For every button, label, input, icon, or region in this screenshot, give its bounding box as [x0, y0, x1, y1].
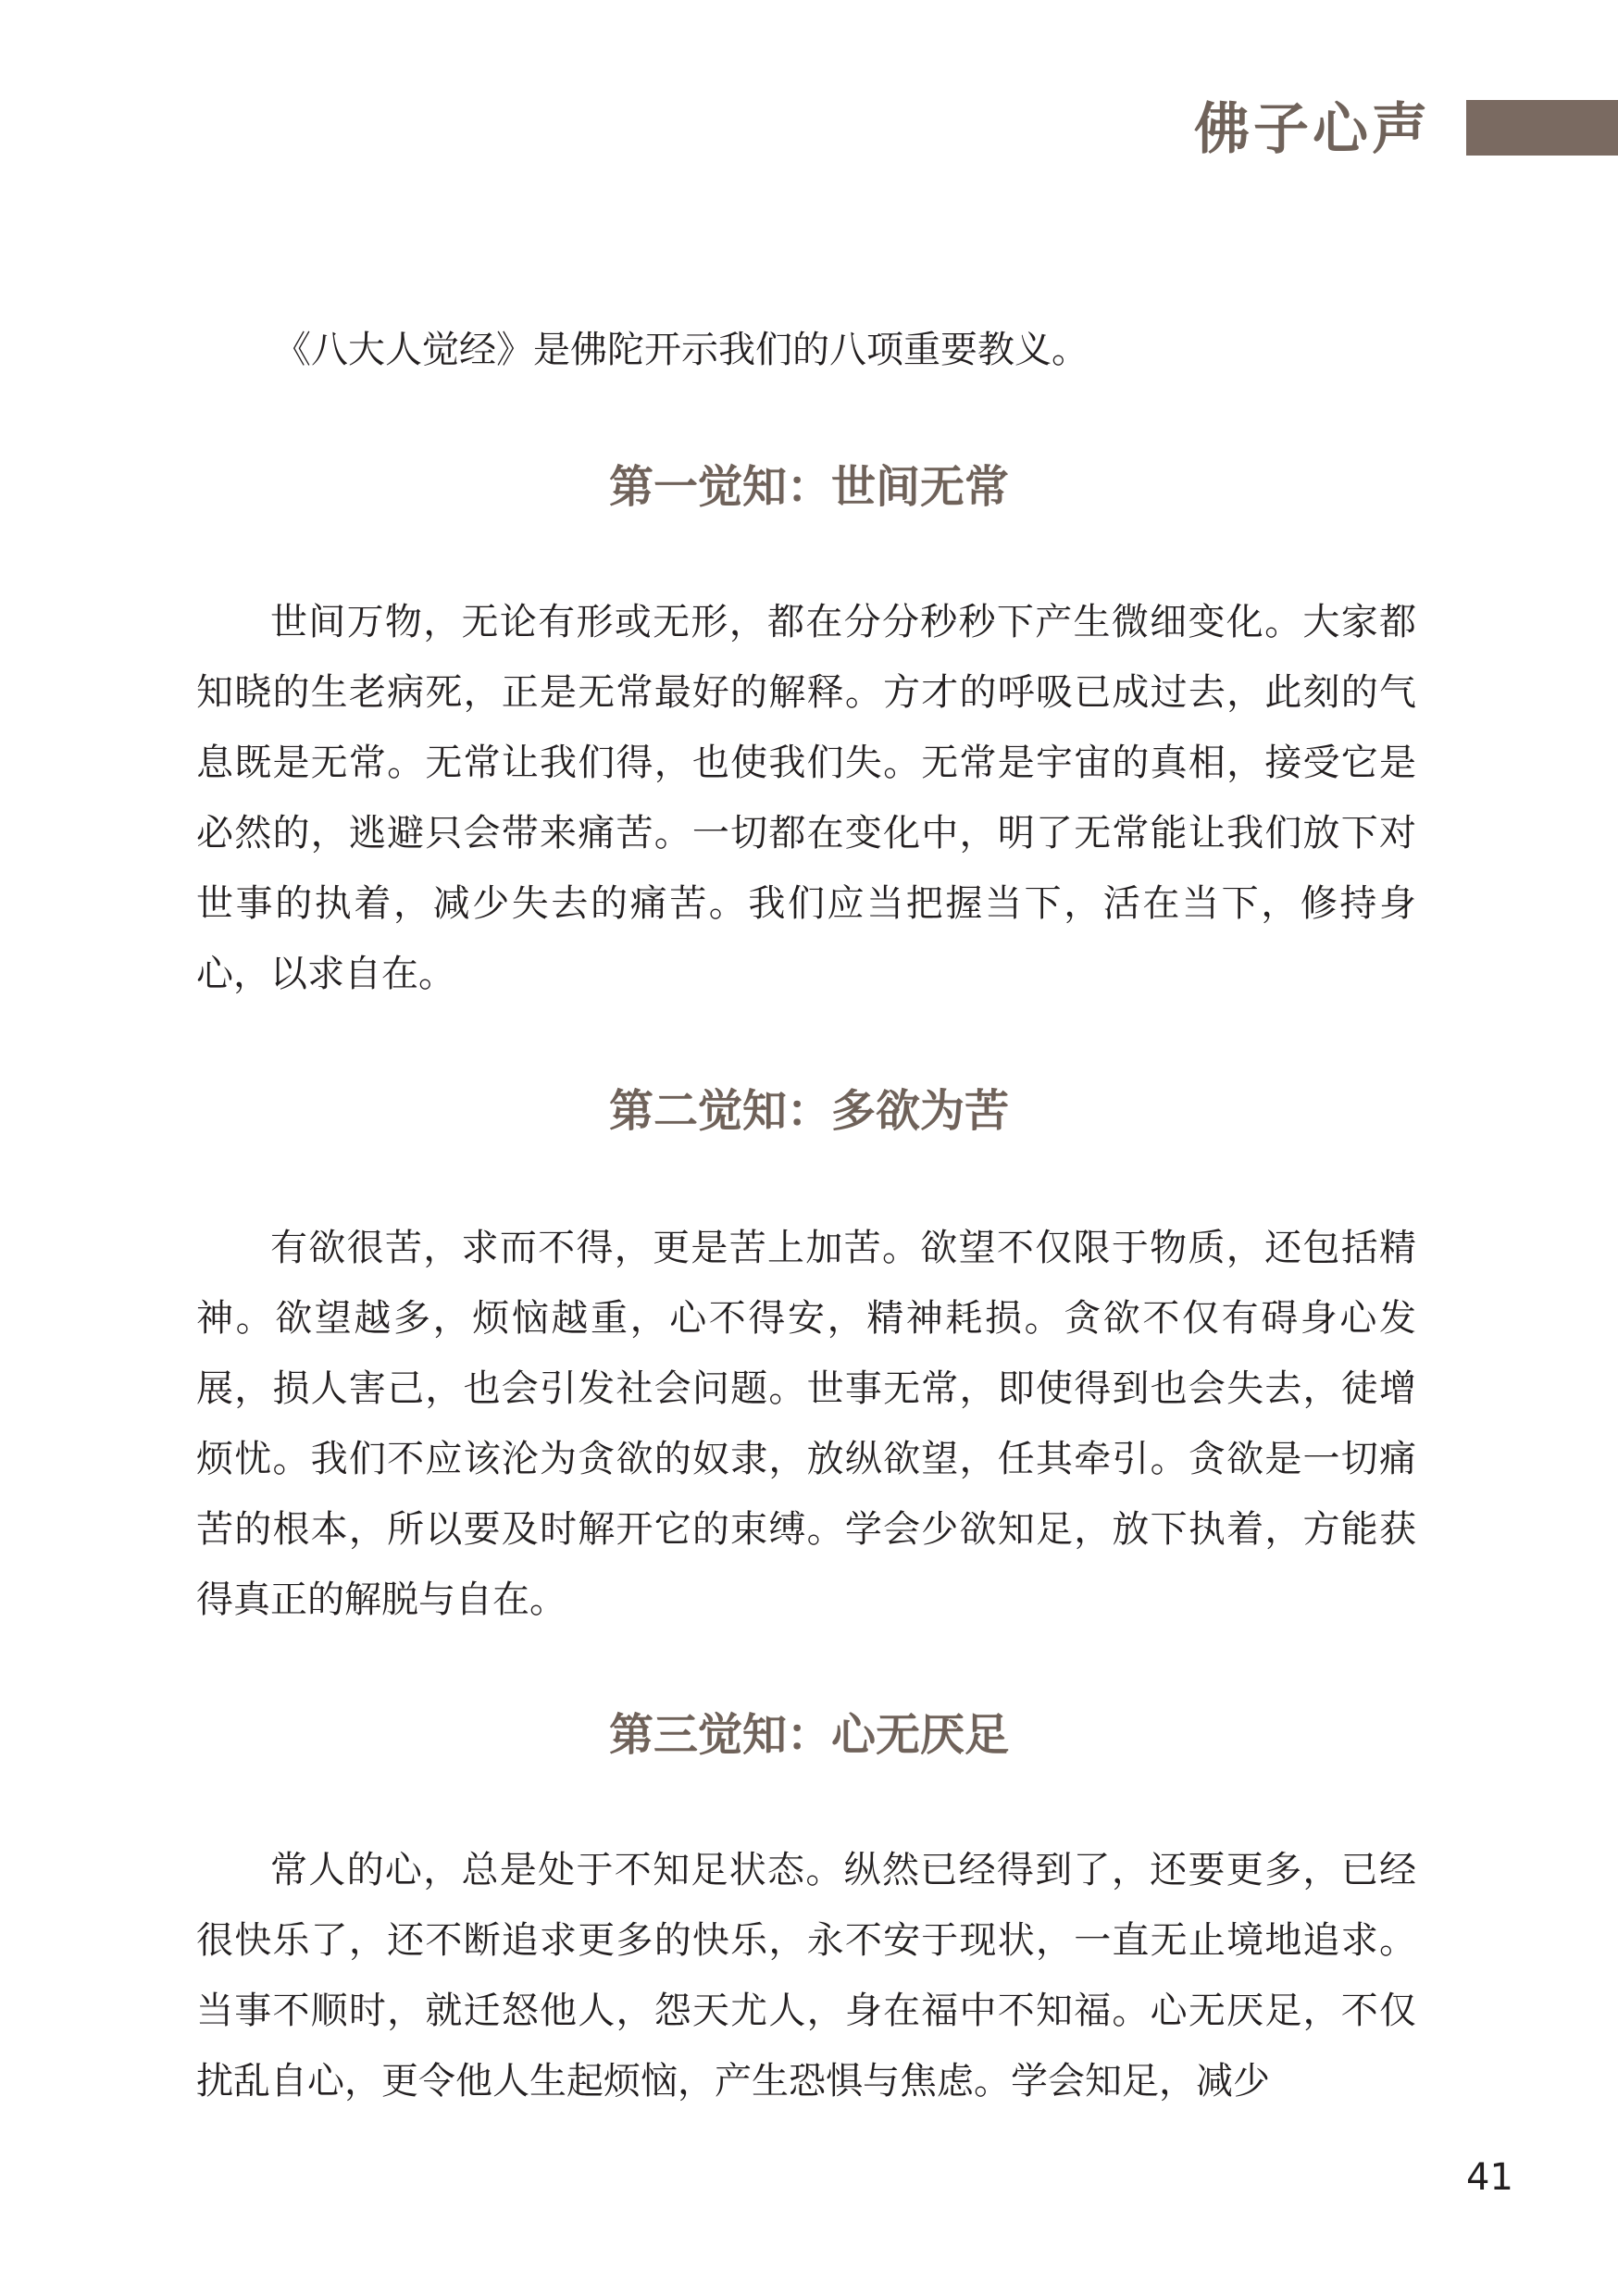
section-paragraph-1: 世间万物，无论有形或无形，都在分分秒秒下产生微细变化。大家都知晓的生老病死，正是无常最好的解释。方才的呼吸已成过去，此刻的气息既是无常。无常让我们得，也使我们失。无常是宇宙的真相，接受它是必然的，逃避只会带来痛苦。一切都在变化中，明了无常能让我们放下对世事的执着，减少失去的痛苦。我们应当把握当下，活在当下，修持身心，以求自在。: [196, 601, 1416, 995]
header-accent-bar: [1466, 100, 1618, 156]
section-paragraph-3: 常人的心，总是处于不知足状态。纵然已经得到了，还要更多，已经很快乐了，还不断追求更多的快乐，永不安于现状，一直无止境地追求。当事不顺时，就迁怒他人，怨天尤人，身在福中不知福。心无厌足，不仅扰乱自心，更令他人生起烦恼，产生恐惧与焦虑。学会知足，减少: [196, 1849, 1416, 2103]
section-paragraph-2: 有欲很苦，求而不得，更是苦上加苦。欲望不仅限于物质，还包括精神。欲望越多，烦恼越重，心不得安，精神耗损。贪欲不仅有碍身心发展，损人害己，也会引发社会问题。世事无常，即使得到也会失去，徒增烦忧。我们不应该沦为贪欲的奴隶，放纵欲望，任其牵引。贪欲是一切痛苦的根本，所以要及时解开它的束缚。学会少欲知足，放下执着，方能获得真正的解脱与自在。: [196, 1227, 1416, 1621]
intro-paragraph: 《八大人觉经》是佛陀开示我们的八项重要教义。: [274, 329, 1089, 371]
section-heading-1: 第一觉知：世间无常: [608, 461, 1009, 513]
section-heading-2: 第二觉知：多欲为苦: [608, 1085, 1009, 1137]
running-header-title: 佛子心声: [1194, 97, 1431, 162]
page-number: 41: [1466, 2156, 1513, 2199]
section-heading-3: 第三觉知：心无厌足: [608, 1709, 1009, 1761]
